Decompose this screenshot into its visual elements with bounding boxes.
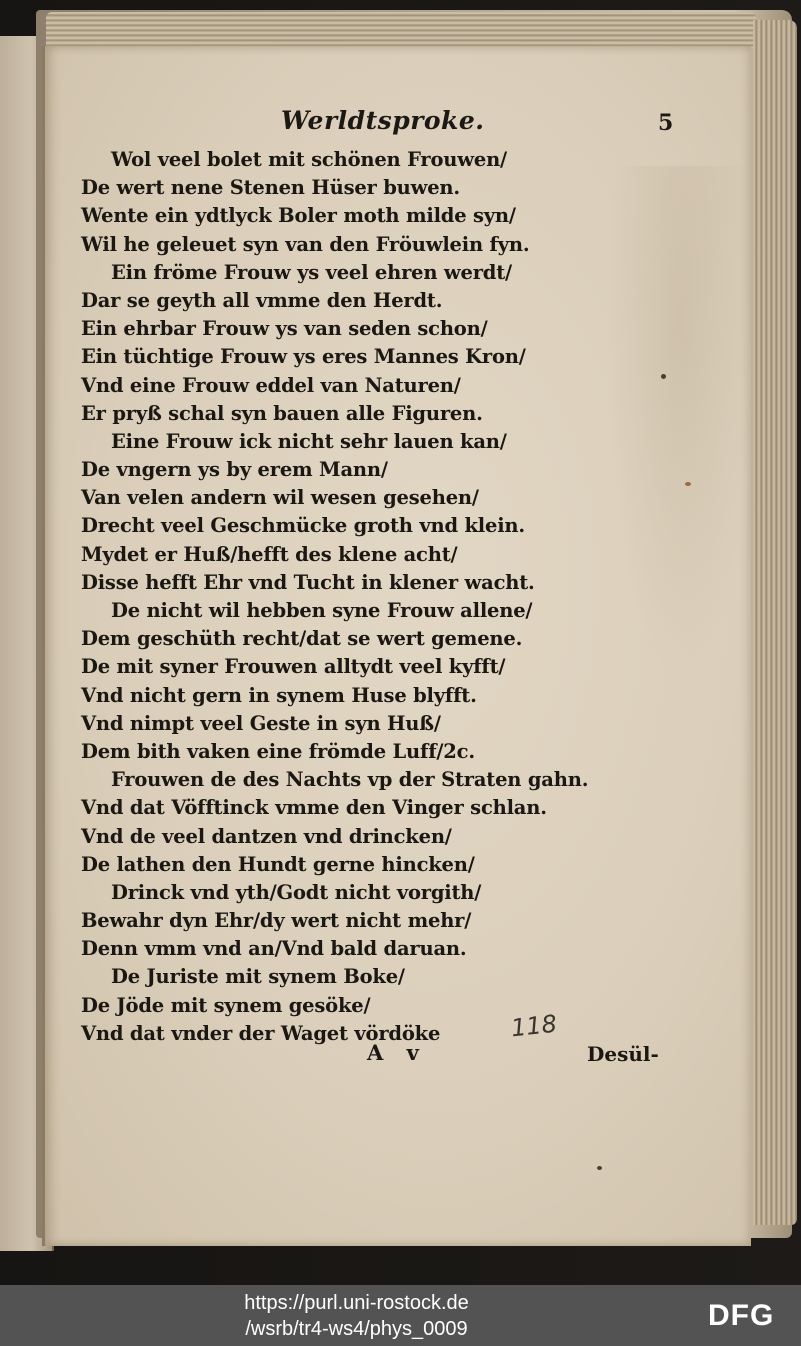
- dfg-logo: DFG: [708, 1299, 775, 1332]
- verse-line: Mydet er Huß/hefft des klene acht/: [81, 542, 458, 566]
- ink-speck: [685, 482, 691, 486]
- verse-line: Ein ehrbar Frouw ys van seden schon/: [81, 317, 488, 341]
- verse-line: Bewahr dyn Ehr/dy wert nicht mehr/: [81, 909, 472, 933]
- ink-speck: [661, 374, 666, 379]
- verse-line: Dar se geyth all vmme den Herdt.: [81, 288, 443, 312]
- verse-line: Wil he geleuet syn van den Fröuwlein fyn.: [81, 232, 530, 256]
- verse-line: Vnd eine Frouw eddel van Naturen/: [81, 373, 461, 397]
- verse-line: Vnd dat Vöfftinck vmme den Vinger schlan.: [81, 796, 547, 820]
- verse-line: Van velen andern wil wesen gesehen/: [81, 486, 479, 510]
- verse-line: De wert nene Stenen Hüser buwen.: [81, 176, 460, 200]
- verse-line: Denn vmm vnd an/Vnd bald daruan.: [81, 937, 467, 961]
- verse-line: De vngern ys by erem Mann/: [81, 458, 388, 482]
- permalink-line-1[interactable]: https://purl.uni-rostock.de: [244, 1292, 469, 1314]
- verse-line: Eine Frouw ick nicht sehr lauen kan/: [111, 429, 507, 453]
- verse-line: Er pryß schal syn bauen alle Figuren.: [81, 401, 483, 425]
- footer-bar: [0, 1285, 801, 1346]
- verse-line: Vnd nimpt veel Geste in syn Huß/: [81, 711, 441, 735]
- verse-line: De mit syner Frouwen alltydt veel kyfft/: [81, 655, 506, 679]
- verse-line: Ein tüchtige Frouw ys eres Mannes Kron/: [81, 345, 526, 369]
- verse-line: De lathen den Hundt gerne hincken/: [81, 852, 475, 876]
- verse-line: De Juriste mit synem Boke/: [111, 965, 405, 989]
- page-number: 5: [658, 110, 674, 136]
- handwritten-note: 118: [509, 1009, 559, 1043]
- verse-line: Wol veel bolet mit schönen Frouwen/: [111, 148, 507, 171]
- signature-mark: A v: [367, 1040, 427, 1065]
- catchword: Desül-: [587, 1042, 659, 1066]
- fore-edge-pages: [753, 20, 797, 1225]
- running-head: Werldtsproke.: [281, 106, 485, 135]
- book-page: [42, 46, 751, 1246]
- permalink-line-2[interactable]: /wsrb/tr4-ws4/phys_0009: [245, 1318, 468, 1340]
- verse-line: Vnd nicht gern in synem Huse blyfft.: [81, 683, 477, 707]
- ink-speck: [597, 1166, 602, 1170]
- show-through: [605, 166, 755, 686]
- verse-line: Frouwen de des Nachts vp der Straten gahn.: [111, 768, 589, 792]
- verse-text: [81, 146, 588, 1048]
- verse-line: Vnd de veel dantzen vnd drincken/: [81, 824, 452, 848]
- verse-line: Drecht veel Geschmücke groth vnd klein.: [81, 514, 525, 538]
- verse-line: Drinck vnd yth/Godt nicht vorgith/: [111, 880, 482, 904]
- verse-line: Ein fröme Frouw ys veel ehren werdt/: [111, 260, 512, 284]
- verse-line: Dem geschüth recht/dat se wert gemene.: [81, 627, 523, 651]
- verse-line: Vnd dat vnder der Waget vördöke: [81, 1021, 441, 1045]
- verse-line: Dem bith vaken eine frömde Luff/2c.: [81, 739, 475, 763]
- verse-line: Wente ein ydtlyck Boler moth milde syn/: [81, 204, 516, 228]
- verse-line: Disse hefft Ehr vnd Tucht in klener wacht.: [81, 570, 535, 594]
- verse-line: De nicht wil hebben syne Frouw allene/: [111, 599, 533, 622]
- top-page-edges: [46, 12, 756, 48]
- verse-line: De Jöde mit synem gesöke/: [81, 993, 371, 1017]
